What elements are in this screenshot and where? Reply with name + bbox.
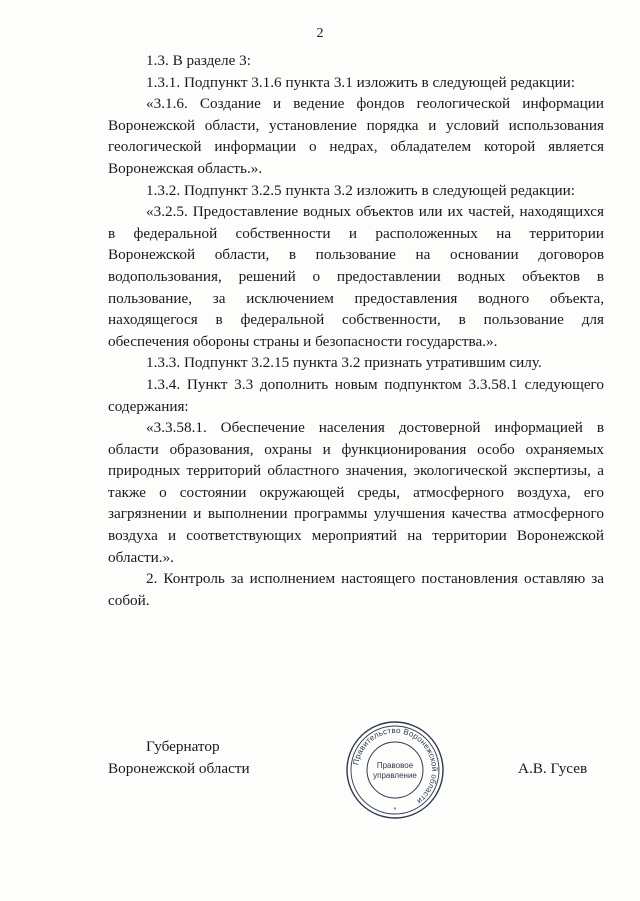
paragraph-section-3: 1.3. В разделе 3: xyxy=(146,52,251,69)
document-body xyxy=(108,50,604,611)
paragraph-1-3-2: 1.3.2. Подпункт 3.2.5 пункта 3.2 изложить в следующей редакции: xyxy=(146,181,575,199)
quote-3-2-5: «3.2.5. Предоставление водных объектов или их частей, находящихся в федеральной собственности и расположенных на территории Воронежской области, в пользование на основании договоров водопользования, решений о предоставлении водных объектов в пользование, за исключением предоставления водного объекта, находящегося в федеральной собственности, в пользование для обеспечения обороны страны и безопасности государства.». xyxy=(108,203,604,350)
stamp-ring-text: Правительство Воронежской области xyxy=(351,725,440,806)
signature-block xyxy=(0,736,640,826)
quote-3-1-6: «3.1.6. Создание и ведение фондов геологической информации Воронежской области, установление порядка и условий использования геологической информации о недрах, обладателем которой является Воронежская область.». xyxy=(108,95,604,177)
stamp-center-line1: Правовое xyxy=(376,761,414,770)
signatory-region: Воронежской области xyxy=(108,760,250,777)
signatory-name: А.В. Гусев xyxy=(518,760,588,777)
paragraph-1-3-4: 1.3.4. Пункт 3.3 дополнить новым подпунктом 3.3.58.1 следующего содержания: xyxy=(108,375,604,415)
signatory-position: Губернатор xyxy=(146,738,220,755)
page-number: 2 xyxy=(316,26,324,41)
paragraph-1-3-1: 1.3.1. Подпункт 3.1.6 пункта 3.1 изложить в следующей редакции: xyxy=(146,73,575,91)
quote-3-3-58-1: «3.3.58.1. Обеспечение населения достоверной информацией в области образования, охраны и функционирования особо охраняемых природных территорий областного значения, экологической экспертизы, а также о состоянии окружающей среды, атмосферного воздуха, его загрязнении и выполнении программы улучшения качества атмосферного воздуха и соответствующих мероприятий на территории Воронежской области.». xyxy=(108,419,604,566)
paragraph-1-3-3: 1.3.3. Подпункт 3.2.15 пункта 3.2 признать утратившим силу. xyxy=(146,354,542,372)
stamp-star-icon: * xyxy=(393,807,397,814)
paragraph-2-control: 2. Контроль за исполнением настоящего постановления оставляю за собой. xyxy=(108,570,604,609)
stamp-center-line2: управление xyxy=(373,771,417,780)
signatory-title xyxy=(108,736,288,780)
